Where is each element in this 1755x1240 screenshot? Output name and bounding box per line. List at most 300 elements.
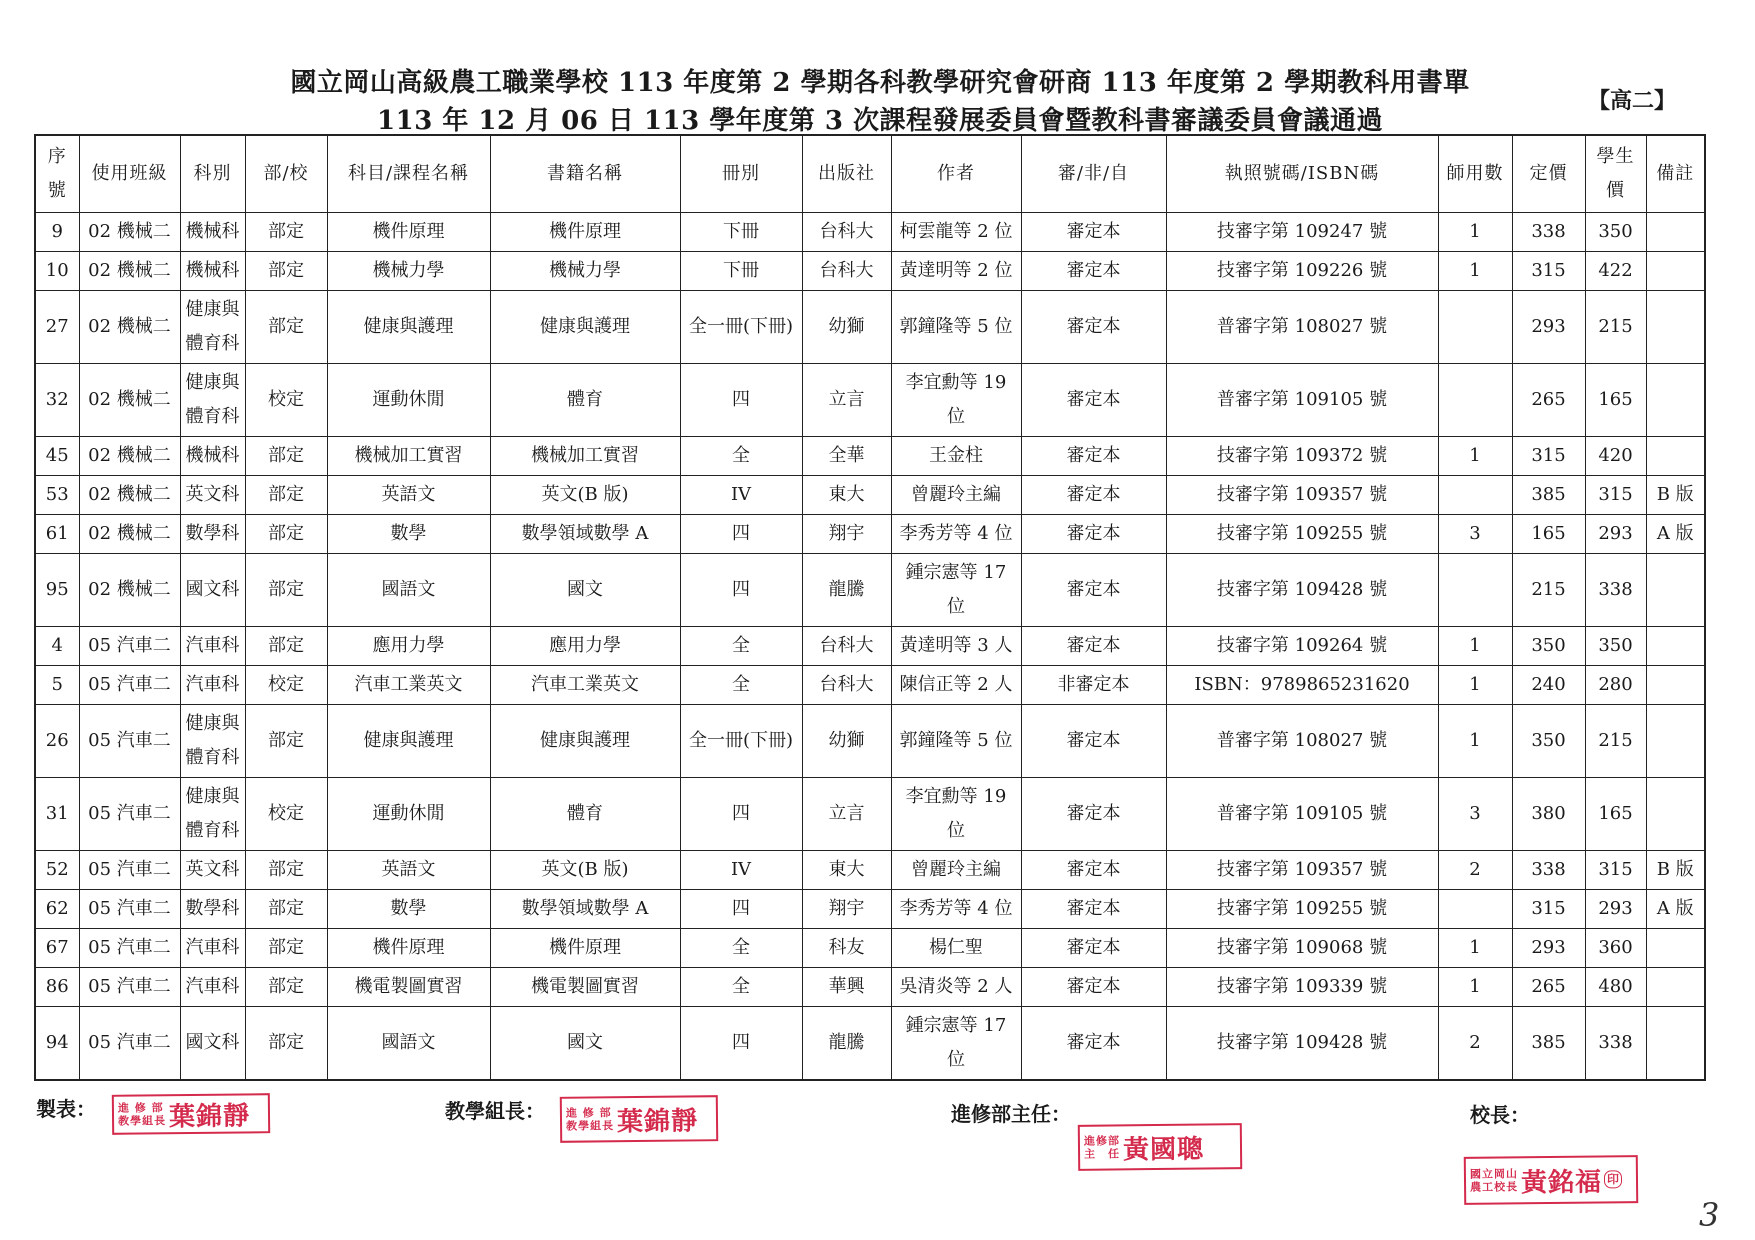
cell-seq: 5 (35, 666, 79, 705)
cell-seq: 9 (35, 213, 79, 252)
division-director-seal-stamp: 進修部 主 任 黃國聰 (1078, 1123, 1242, 1171)
cell-class: 05 汽車二 (79, 778, 180, 851)
cell-publisher: 幼獅 (802, 291, 891, 364)
cell-department: 健康與體育科 (180, 364, 245, 437)
cell-license-isbn: 技審字第 109372 號 (1166, 437, 1438, 476)
cell-review-status: 審定本 (1021, 364, 1166, 437)
cell-class: 05 汽車二 (79, 851, 180, 890)
cell-price: 385 (1512, 476, 1585, 515)
cell-track: 部定 (245, 1007, 327, 1081)
cell-note (1646, 666, 1705, 705)
cell-student-price: 165 (1585, 364, 1646, 437)
cell-seq: 62 (35, 890, 79, 929)
cell-student-price: 480 (1585, 968, 1646, 1007)
cell-author: 李宜勳等 19 位 (891, 778, 1021, 851)
cell-author: 楊仁聖 (891, 929, 1021, 968)
cell-class: 05 汽車二 (79, 890, 180, 929)
cell-book: 國文 (490, 1007, 680, 1081)
cell-note (1646, 437, 1705, 476)
cell-teacher-copies: 3 (1438, 515, 1512, 554)
cell-seq: 94 (35, 1007, 79, 1081)
header-track: 部/校 (245, 135, 327, 213)
header-volume: 冊別 (680, 135, 802, 213)
cell-note (1646, 1007, 1705, 1081)
cell-class: 02 機械二 (79, 437, 180, 476)
cell-department: 國文科 (180, 1007, 245, 1081)
cell-author: 陳信正等 2 人 (891, 666, 1021, 705)
cell-book: 機件原理 (490, 929, 680, 968)
table-row (35, 213, 1705, 252)
cell-license-isbn: 技審字第 109357 號 (1166, 476, 1438, 515)
cell-publisher: 科友 (802, 929, 891, 968)
cell-note (1646, 929, 1705, 968)
table-row (35, 705, 1705, 778)
cell-course: 健康與護理 (327, 705, 490, 778)
cell-track: 部定 (245, 554, 327, 627)
cell-note (1646, 213, 1705, 252)
document-title: 國立岡山高級農工職業學校 113 年度第 2 學期各科教學研究會研商 113 年度第 2 學期教科用書單 (290, 68, 1470, 98)
cell-department: 英文科 (180, 851, 245, 890)
cell-license-isbn: 技審字第 109255 號 (1166, 515, 1438, 554)
cell-note (1646, 705, 1705, 778)
cell-volume: 全一冊(下冊) (680, 705, 802, 778)
cell-teacher-copies: 1 (1438, 705, 1512, 778)
preparer-seal-stamp: 進 修 部 教學組長 葉錦靜 (112, 1093, 270, 1135)
cell-teacher-copies: 2 (1438, 851, 1512, 890)
cell-publisher: 龍騰 (802, 554, 891, 627)
cell-publisher: 翔宇 (802, 890, 891, 929)
cell-volume: 全 (680, 929, 802, 968)
cell-teacher-copies (1438, 476, 1512, 515)
table-row (35, 1007, 1705, 1081)
cell-student-price: 422 (1585, 252, 1646, 291)
cell-student-price: 338 (1585, 1007, 1646, 1081)
cell-teacher-copies (1438, 291, 1512, 364)
cell-book: 健康與護理 (490, 705, 680, 778)
cell-license-isbn: 技審字第 109247 號 (1166, 213, 1438, 252)
cell-publisher: 龍騰 (802, 1007, 891, 1081)
header-license-isbn: 執照號碼/ISBN碼 (1166, 135, 1438, 213)
cell-note: A 版 (1646, 890, 1705, 929)
cell-volume: 四 (680, 1007, 802, 1081)
cell-teacher-copies: 1 (1438, 627, 1512, 666)
cell-teacher-copies: 1 (1438, 252, 1512, 291)
cell-seq: 67 (35, 929, 79, 968)
cell-department: 健康與體育科 (180, 291, 245, 364)
cell-course: 汽車工業英文 (327, 666, 490, 705)
cell-review-status: 審定本 (1021, 213, 1166, 252)
cell-track: 部定 (245, 252, 327, 291)
cell-department: 健康與體育科 (180, 778, 245, 851)
cell-note (1646, 291, 1705, 364)
cell-book: 數學領域數學 A (490, 890, 680, 929)
header-publisher: 出版社 (802, 135, 891, 213)
cell-book: 數學領域數學 A (490, 515, 680, 554)
cell-department: 數學科 (180, 890, 245, 929)
cell-course: 國語文 (327, 1007, 490, 1081)
header-seq: 序號 (35, 135, 79, 213)
cell-review-status: 審定本 (1021, 554, 1166, 627)
cell-review-status: 審定本 (1021, 476, 1166, 515)
cell-license-isbn: 技審字第 109264 號 (1166, 627, 1438, 666)
cell-track: 部定 (245, 968, 327, 1007)
cell-book: 機電製圖實習 (490, 968, 680, 1007)
cell-license-isbn: 普審字第 109105 號 (1166, 778, 1438, 851)
cell-track: 部定 (245, 890, 327, 929)
cell-publisher: 立言 (802, 778, 891, 851)
header-author: 作者 (891, 135, 1021, 213)
document-subtitle: 113 年 12 月 06 日 113 學年度第 3 次課程發展委員會暨教科書審議委員會議通過 (377, 106, 1383, 136)
cell-price: 215 (1512, 554, 1585, 627)
cell-note (1646, 778, 1705, 851)
cell-teacher-copies (1438, 890, 1512, 929)
cell-track: 部定 (245, 627, 327, 666)
cell-class: 02 機械二 (79, 554, 180, 627)
cell-seq: 53 (35, 476, 79, 515)
cell-book: 英文(B 版) (490, 476, 680, 515)
cell-seq: 31 (35, 778, 79, 851)
cell-course: 國語文 (327, 554, 490, 627)
principal-label: 校長： (1470, 1103, 1530, 1127)
cell-teacher-copies: 1 (1438, 213, 1512, 252)
table-row (35, 364, 1705, 437)
cell-seq: 52 (35, 851, 79, 890)
cell-book: 汽車工業英文 (490, 666, 680, 705)
table-row (35, 252, 1705, 291)
cell-review-status: 審定本 (1021, 1007, 1166, 1081)
cell-class: 02 機械二 (79, 515, 180, 554)
cell-track: 部定 (245, 929, 327, 968)
grade-tag: 【高二】 (1588, 88, 1677, 114)
cell-review-status: 審定本 (1021, 929, 1166, 968)
table-header-row (35, 135, 1705, 213)
cell-license-isbn: 技審字第 109226 號 (1166, 252, 1438, 291)
cell-license-isbn: 技審字第 109339 號 (1166, 968, 1438, 1007)
cell-license-isbn: 普審字第 109105 號 (1166, 364, 1438, 437)
header-student-price: 學生價 (1585, 135, 1646, 213)
header-teacher-copies: 師用數 (1438, 135, 1512, 213)
cell-student-price: 315 (1585, 476, 1646, 515)
table-row (35, 666, 1705, 705)
cell-author: 黃達明等 3 人 (891, 627, 1021, 666)
cell-review-status: 審定本 (1021, 890, 1166, 929)
cell-volume: 全 (680, 968, 802, 1007)
cell-track: 校定 (245, 778, 327, 851)
cell-track: 部定 (245, 476, 327, 515)
cell-review-status: 審定本 (1021, 705, 1166, 778)
cell-course: 運動休閒 (327, 778, 490, 851)
cell-track: 部定 (245, 515, 327, 554)
cell-student-price: 338 (1585, 554, 1646, 627)
cell-class: 02 機械二 (79, 252, 180, 291)
header-note: 備註 (1646, 135, 1705, 213)
cell-book: 機械力學 (490, 252, 680, 291)
cell-review-status: 審定本 (1021, 968, 1166, 1007)
cell-seq: 86 (35, 968, 79, 1007)
cell-license-isbn: 技審字第 109255 號 (1166, 890, 1438, 929)
table-row (35, 929, 1705, 968)
cell-volume: IV (680, 476, 802, 515)
cell-author: 吳清炎等 2 人 (891, 968, 1021, 1007)
cell-track: 部定 (245, 437, 327, 476)
cell-course: 機件原理 (327, 929, 490, 968)
cell-class: 05 汽車二 (79, 627, 180, 666)
cell-track: 部定 (245, 213, 327, 252)
cell-publisher: 翔宇 (802, 515, 891, 554)
cell-price: 380 (1512, 778, 1585, 851)
cell-note: B 版 (1646, 851, 1705, 890)
cell-price: 338 (1512, 213, 1585, 252)
cell-author: 李宜勳等 19 位 (891, 364, 1021, 437)
cell-teacher-copies: 3 (1438, 778, 1512, 851)
cell-course: 機械加工實習 (327, 437, 490, 476)
cell-note (1646, 554, 1705, 627)
cell-teacher-copies: 1 (1438, 968, 1512, 1007)
cell-department: 汽車科 (180, 968, 245, 1007)
prepared-by-label: 製表： (36, 1097, 96, 1121)
cell-teacher-copies: 1 (1438, 437, 1512, 476)
cell-volume: 全 (680, 437, 802, 476)
cell-author: 郭鐘隆等 5 位 (891, 291, 1021, 364)
cell-teacher-copies: 1 (1438, 929, 1512, 968)
cell-volume: 全 (680, 627, 802, 666)
cell-author: 李秀芳等 4 位 (891, 890, 1021, 929)
cell-license-isbn: 技審字第 109428 號 (1166, 1007, 1438, 1081)
cell-volume: 四 (680, 890, 802, 929)
cell-department: 機械科 (180, 437, 245, 476)
cell-book: 英文(B 版) (490, 851, 680, 890)
handwritten-page-number: 3 (1699, 1196, 1720, 1234)
cell-price: 240 (1512, 666, 1585, 705)
cell-department: 英文科 (180, 476, 245, 515)
cell-review-status: 審定本 (1021, 778, 1166, 851)
cell-student-price: 280 (1585, 666, 1646, 705)
cell-course: 健康與護理 (327, 291, 490, 364)
cell-student-price: 350 (1585, 213, 1646, 252)
cell-course: 應用力學 (327, 627, 490, 666)
cell-class: 02 機械二 (79, 291, 180, 364)
cell-book: 健康與護理 (490, 291, 680, 364)
cell-author: 鍾宗憲等 17 位 (891, 554, 1021, 627)
header-department: 科別 (180, 135, 245, 213)
cell-book: 體育 (490, 778, 680, 851)
cell-note (1646, 252, 1705, 291)
cell-department: 國文科 (180, 554, 245, 627)
cell-department: 機械科 (180, 213, 245, 252)
cell-price: 315 (1512, 437, 1585, 476)
textbook-list-table (34, 134, 1706, 1081)
cell-seq: 45 (35, 437, 79, 476)
cell-seq: 26 (35, 705, 79, 778)
cell-license-isbn: ISBN：9789865231620 (1166, 666, 1438, 705)
cell-author: 王金柱 (891, 437, 1021, 476)
cell-seq: 4 (35, 627, 79, 666)
cell-class: 02 機械二 (79, 364, 180, 437)
cell-class: 05 汽車二 (79, 968, 180, 1007)
cell-track: 校定 (245, 364, 327, 437)
table-row (35, 476, 1705, 515)
cell-price: 315 (1512, 890, 1585, 929)
cell-teacher-copies (1438, 364, 1512, 437)
cell-license-isbn: 技審字第 109068 號 (1166, 929, 1438, 968)
division-director-label: 進修部主任： (951, 1102, 1071, 1126)
cell-department: 數學科 (180, 515, 245, 554)
cell-teacher-copies: 1 (1438, 666, 1512, 705)
principal-seal-stamp: 國立岡山 農工校長 黃銘福 印 (1464, 1155, 1638, 1205)
cell-volume: 四 (680, 515, 802, 554)
header-review-status: 審/非/自 (1021, 135, 1166, 213)
cell-note: B 版 (1646, 476, 1705, 515)
table-row (35, 291, 1705, 364)
cell-publisher: 幼獅 (802, 705, 891, 778)
cell-student-price: 293 (1585, 890, 1646, 929)
cell-publisher: 東大 (802, 476, 891, 515)
cell-track: 部定 (245, 851, 327, 890)
cell-book: 機械加工實習 (490, 437, 680, 476)
header-price: 定價 (1512, 135, 1585, 213)
cell-course: 運動休閒 (327, 364, 490, 437)
cell-license-isbn: 技審字第 109357 號 (1166, 851, 1438, 890)
cell-seq: 10 (35, 252, 79, 291)
cell-seq: 32 (35, 364, 79, 437)
cell-author: 曾麗玲主編 (891, 476, 1021, 515)
cell-license-isbn: 普審字第 108027 號 (1166, 291, 1438, 364)
cell-department: 健康與體育科 (180, 705, 245, 778)
cell-student-price: 215 (1585, 705, 1646, 778)
cell-price: 293 (1512, 929, 1585, 968)
cell-author: 鍾宗憲等 17 位 (891, 1007, 1021, 1081)
cell-volume: 四 (680, 778, 802, 851)
cell-price: 265 (1512, 364, 1585, 437)
cell-price: 165 (1512, 515, 1585, 554)
cell-track: 部定 (245, 705, 327, 778)
cell-student-price: 350 (1585, 627, 1646, 666)
cell-publisher: 台科大 (802, 213, 891, 252)
cell-book: 國文 (490, 554, 680, 627)
cell-publisher: 台科大 (802, 252, 891, 291)
cell-student-price: 215 (1585, 291, 1646, 364)
cell-book: 應用力學 (490, 627, 680, 666)
cell-review-status: 審定本 (1021, 515, 1166, 554)
cell-course: 機械力學 (327, 252, 490, 291)
cell-class: 02 機械二 (79, 476, 180, 515)
cell-course: 數學 (327, 515, 490, 554)
cell-note (1646, 627, 1705, 666)
cell-publisher: 東大 (802, 851, 891, 890)
cell-author: 郭鐘隆等 5 位 (891, 705, 1021, 778)
cell-student-price: 360 (1585, 929, 1646, 968)
academic-head-seal-stamp: 進 修 部 教學組長 葉錦靜 (560, 1095, 718, 1143)
cell-review-status: 非審定本 (1021, 666, 1166, 705)
cell-seq: 61 (35, 515, 79, 554)
cell-publisher: 台科大 (802, 627, 891, 666)
cell-author: 李秀芳等 4 位 (891, 515, 1021, 554)
table-row (35, 554, 1705, 627)
cell-review-status: 審定本 (1021, 627, 1166, 666)
table-row (35, 968, 1705, 1007)
cell-teacher-copies (1438, 554, 1512, 627)
cell-note: A 版 (1646, 515, 1705, 554)
cell-course: 機件原理 (327, 213, 490, 252)
cell-class: 05 汽車二 (79, 1007, 180, 1081)
cell-publisher: 立言 (802, 364, 891, 437)
header-course: 科目/課程名稱 (327, 135, 490, 213)
cell-review-status: 審定本 (1021, 851, 1166, 890)
cell-price: 350 (1512, 705, 1585, 778)
cell-course: 數學 (327, 890, 490, 929)
cell-course: 英語文 (327, 851, 490, 890)
cell-class: 05 汽車二 (79, 929, 180, 968)
cell-department: 汽車科 (180, 929, 245, 968)
cell-book: 機件原理 (490, 213, 680, 252)
cell-student-price: 293 (1585, 515, 1646, 554)
cell-book: 體育 (490, 364, 680, 437)
cell-seq: 95 (35, 554, 79, 627)
cell-volume: IV (680, 851, 802, 890)
cell-note (1646, 968, 1705, 1007)
header-class: 使用班級 (79, 135, 180, 213)
cell-volume: 四 (680, 554, 802, 627)
cell-price: 315 (1512, 252, 1585, 291)
table-row (35, 851, 1705, 890)
cell-department: 汽車科 (180, 627, 245, 666)
cell-class: 02 機械二 (79, 213, 180, 252)
cell-seq: 27 (35, 291, 79, 364)
cell-publisher: 華興 (802, 968, 891, 1007)
cell-teacher-copies: 2 (1438, 1007, 1512, 1081)
cell-publisher: 台科大 (802, 666, 891, 705)
table-row (35, 890, 1705, 929)
cell-student-price: 315 (1585, 851, 1646, 890)
cell-student-price: 420 (1585, 437, 1646, 476)
table-row (35, 778, 1705, 851)
cell-volume: 四 (680, 364, 802, 437)
cell-student-price: 165 (1585, 778, 1646, 851)
cell-track: 部定 (245, 291, 327, 364)
cell-class: 05 汽車二 (79, 666, 180, 705)
cell-note (1646, 364, 1705, 437)
table-row (35, 515, 1705, 554)
cell-price: 350 (1512, 627, 1585, 666)
table-body (35, 213, 1705, 1081)
cell-price: 265 (1512, 968, 1585, 1007)
cell-publisher: 全華 (802, 437, 891, 476)
cell-course: 英語文 (327, 476, 490, 515)
cell-volume: 下冊 (680, 252, 802, 291)
cell-volume: 全 (680, 666, 802, 705)
cell-license-isbn: 技審字第 109428 號 (1166, 554, 1438, 627)
table-row (35, 627, 1705, 666)
header-book: 書籍名稱 (490, 135, 680, 213)
cell-license-isbn: 普審字第 108027 號 (1166, 705, 1438, 778)
cell-track: 校定 (245, 666, 327, 705)
cell-author: 曾麗玲主編 (891, 851, 1021, 890)
cell-author: 柯雲龍等 2 位 (891, 213, 1021, 252)
cell-price: 293 (1512, 291, 1585, 364)
academic-head-label: 教學組長： (445, 1099, 545, 1123)
cell-author: 黃達明等 2 位 (891, 252, 1021, 291)
cell-review-status: 審定本 (1021, 252, 1166, 291)
cell-price: 385 (1512, 1007, 1585, 1081)
cell-course: 機電製圖實習 (327, 968, 490, 1007)
seal-mark: 印 (1604, 1170, 1622, 1188)
cell-class: 05 汽車二 (79, 705, 180, 778)
cell-price: 338 (1512, 851, 1585, 890)
cell-volume: 全一冊(下冊) (680, 291, 802, 364)
cell-department: 汽車科 (180, 666, 245, 705)
cell-department: 機械科 (180, 252, 245, 291)
table-row (35, 437, 1705, 476)
